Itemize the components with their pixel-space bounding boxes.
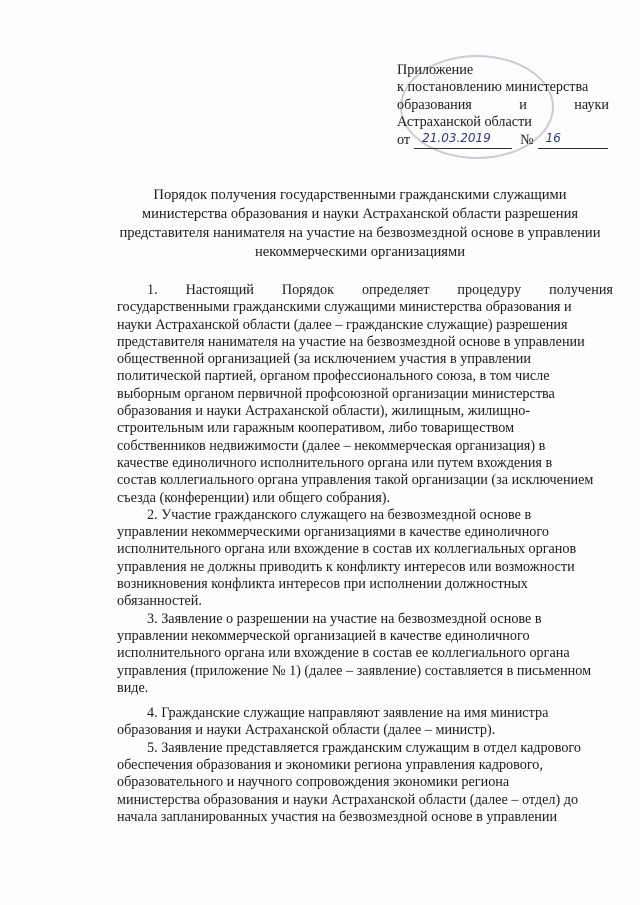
number-handwritten: 16 <box>545 130 561 145</box>
paragraph-4-last-line: образования и науки Астраханской области (далее – министр). <box>117 722 496 739</box>
paragraph-2-line: управлении некоммерческими организациями в качестве единоличного <box>117 524 549 541</box>
appendix-line-3: образования и науки <box>397 96 609 113</box>
paragraph-1-first-line: 1. Настоящий Порядок определяет процедуру получения <box>147 282 613 298</box>
document-title: Порядок получения государственными гражданскими служащими министерства образования и науки Астраханской области разрешения представителя нанимателя на участие на безвозмездной основе в управлении некоммерческими организациями <box>119 187 601 260</box>
paragraph-1-last-line: съезда (конференции) или общего собрания). <box>117 489 391 506</box>
paragraph-3-line: управления (приложение № 1) (далее – заявление) составляется в письменном <box>117 662 592 679</box>
paragraph-2-line: исполнительного органа или вхождение в состав их коллегиальных органов <box>117 541 577 558</box>
paragraph-2-line: возникновения конфликта интересов при исполнении должностных <box>117 576 528 593</box>
paragraph-1-line: представителя нанимателя на участие на безвозмездной основе в управлении <box>117 333 585 350</box>
paragraph-3-line: управлении некоммерческой организацией в качестве единоличного <box>117 627 530 644</box>
paragraph-1-line: науки Астраханской области (далее – гражданские служащие) разрешения <box>117 316 568 333</box>
number-field <box>538 130 608 149</box>
paragraph-1-line: качестве единоличного исполнительного органа или путем вхождения в <box>117 454 553 471</box>
paragraph-2-last-line: обязанностей. <box>117 593 202 610</box>
paragraph-2-line: управления не должны приводить к конфликту интересов или возможности <box>117 558 575 575</box>
paragraph-3-line: исполнительного органа или вхождение в состав ее коллегиального органа <box>117 645 570 662</box>
spacer <box>117 697 613 705</box>
paragraph-5-first-line: 5. Заявление представляется гражданским служащим в отдел кадрового <box>147 739 581 756</box>
appendix-date-row: от 21.03.2019 № 16 <box>397 132 609 149</box>
paragraph-5-line: начала запланированных участия на безвозмездной основе в управлении <box>117 808 558 825</box>
paragraph-5-line: обеспечения образования и экономики региона управления кадрового, <box>117 757 543 774</box>
paragraph-4-first-line: 4. Гражданские служащие направляют заявление на имя министра <box>147 705 549 722</box>
appendix-line-4: Астраханской области <box>397 114 532 131</box>
appendix-line-1: Приложение <box>397 62 474 78</box>
date-handwritten: 21.03.2019 <box>422 130 491 145</box>
paragraph-1-line: политической партией, органом профессионального союза, в том числе <box>117 368 550 385</box>
paragraph-3-last-line: виде. <box>117 679 149 696</box>
paragraph-1-line: общественной организацией (за исключением участия в управлении <box>117 351 531 368</box>
paragraph-5-line: образовательного и научного сопровождения экономики региона <box>117 774 510 791</box>
paragraph-1-line: государственными гражданскими служащими министерства образования и <box>117 299 572 316</box>
paragraph-5-line: министерства образования и науки Астраханской области (далее – отдел) до <box>117 791 579 808</box>
document-body <box>117 282 613 826</box>
paragraph-1-line: строительным или гаражным кооперативом, либо товариществом <box>117 420 515 437</box>
paragraph-1-line: собственников недвижимости (далее – некоммерческая организация) в <box>117 437 546 454</box>
appendix-block <box>397 62 609 149</box>
paragraph-3-first-line: 3. Заявление о разрешении на участие на безвозмездной основе в <box>147 610 542 627</box>
paragraph-1-line: образования и науки Астраханской области), жилищным, жилищно- <box>117 403 531 420</box>
appendix-line-2: к постановлению министерства <box>397 79 589 96</box>
paragraph-1-line: состав коллегиального органа управления такой организации (за исключением <box>117 472 594 489</box>
paragraph-1-line: выборным органом первичной профсоюзной организации министерства <box>117 385 555 402</box>
paragraph-2-first-line: 2. Участие гражданского служащего на безвозмездной основе в <box>147 506 532 523</box>
